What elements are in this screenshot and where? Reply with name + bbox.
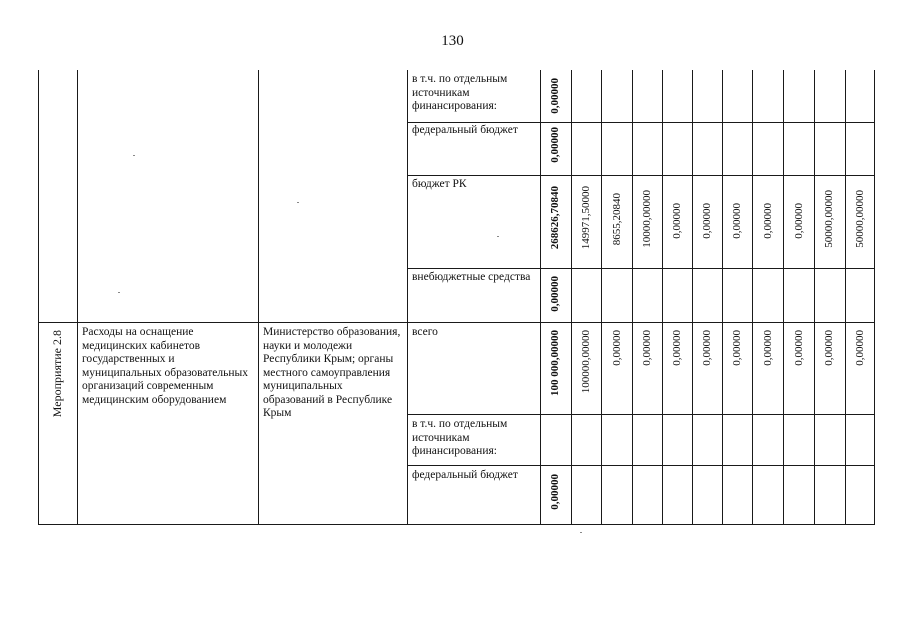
table-border-right [874,70,875,525]
scan-speck [580,532,582,533]
value-cell: 50000,00000 [854,190,866,248]
value-cell: 100 000,00000 [549,330,561,396]
column-divider [722,70,723,525]
value-cell: 0,00000 [549,474,561,510]
value-cell: 0,00000 [549,127,561,163]
value-cell: 10000,00000 [641,190,653,248]
value-cell: 100000,00000 [580,330,592,394]
table-border-left [38,70,39,525]
value-cell: 0,00000 [611,330,623,366]
row-divider [407,122,875,123]
value-cell: 0,00000 [671,330,683,366]
value-cell: 0,00000 [731,330,743,366]
column-divider [407,70,408,525]
value-cell: 0,00000 [701,330,713,366]
scan-speck [133,155,135,156]
value-cell: 0,00000 [549,78,561,114]
column-divider [692,70,693,525]
value-cell: 268626,70840 [549,186,561,250]
source-label-federal: федеральный бюджет [412,469,518,481]
column-divider [752,70,753,525]
value-cell: 0,00000 [671,203,683,239]
source-label-federal: федеральный бюджет [412,124,518,136]
scan-speck [297,202,299,203]
source-label-rk: бюджет РК [412,178,467,190]
column-divider [662,70,663,525]
activity-label: Мероприятие 2.8 [50,330,64,418]
value-cell: 0,00000 [793,330,805,366]
row-divider [407,175,875,176]
source-label-by-source: в т.ч. по отдельным источникам финансирования: [412,73,508,112]
column-divider [540,70,541,525]
source-label-total: всего [412,326,438,338]
column-divider [783,70,784,525]
responsible-executor: Министерство образования, науки и молодежи Республики Крым; органы местного самоуправления муниципальных образований в Республике Крым [263,326,401,419]
value-cell: 0,00000 [641,330,653,366]
section-divider [38,322,875,323]
value-cell: 149971,50000 [580,186,592,250]
source-label-by-source: в т.ч. по отдельным источникам финансирования: [412,418,508,457]
value-cell: 0,00000 [549,276,561,312]
value-cell: 8655,20840 [611,193,623,246]
row-divider [407,268,875,269]
value-cell: 0,00000 [762,203,774,239]
value-cell: 0,00000 [762,330,774,366]
column-divider [77,70,78,525]
scan-speck [118,292,120,293]
value-cell: 0,00000 [854,330,866,366]
column-divider [258,70,259,525]
column-divider [814,70,815,525]
table-border-bottom [38,524,875,525]
value-cell: 0,00000 [701,203,713,239]
row-divider [407,465,875,466]
expense-description: Расходы на оснащение медицинских кабинетов государственных и муниципальных образовательных организаций современным медицинским оборудованием [82,326,249,406]
row-divider [407,414,875,415]
column-divider [632,70,633,525]
value-cell: 0,00000 [823,330,835,366]
column-divider [601,70,602,525]
scan-speck [497,236,499,237]
source-label-extra: внебюджетные средства [412,271,531,283]
page-number: 130 [441,33,464,49]
value-cell: 0,00000 [793,203,805,239]
value-cell: 0,00000 [731,203,743,239]
column-divider [571,70,572,525]
column-divider [845,70,846,525]
value-cell: 50000,00000 [823,190,835,248]
